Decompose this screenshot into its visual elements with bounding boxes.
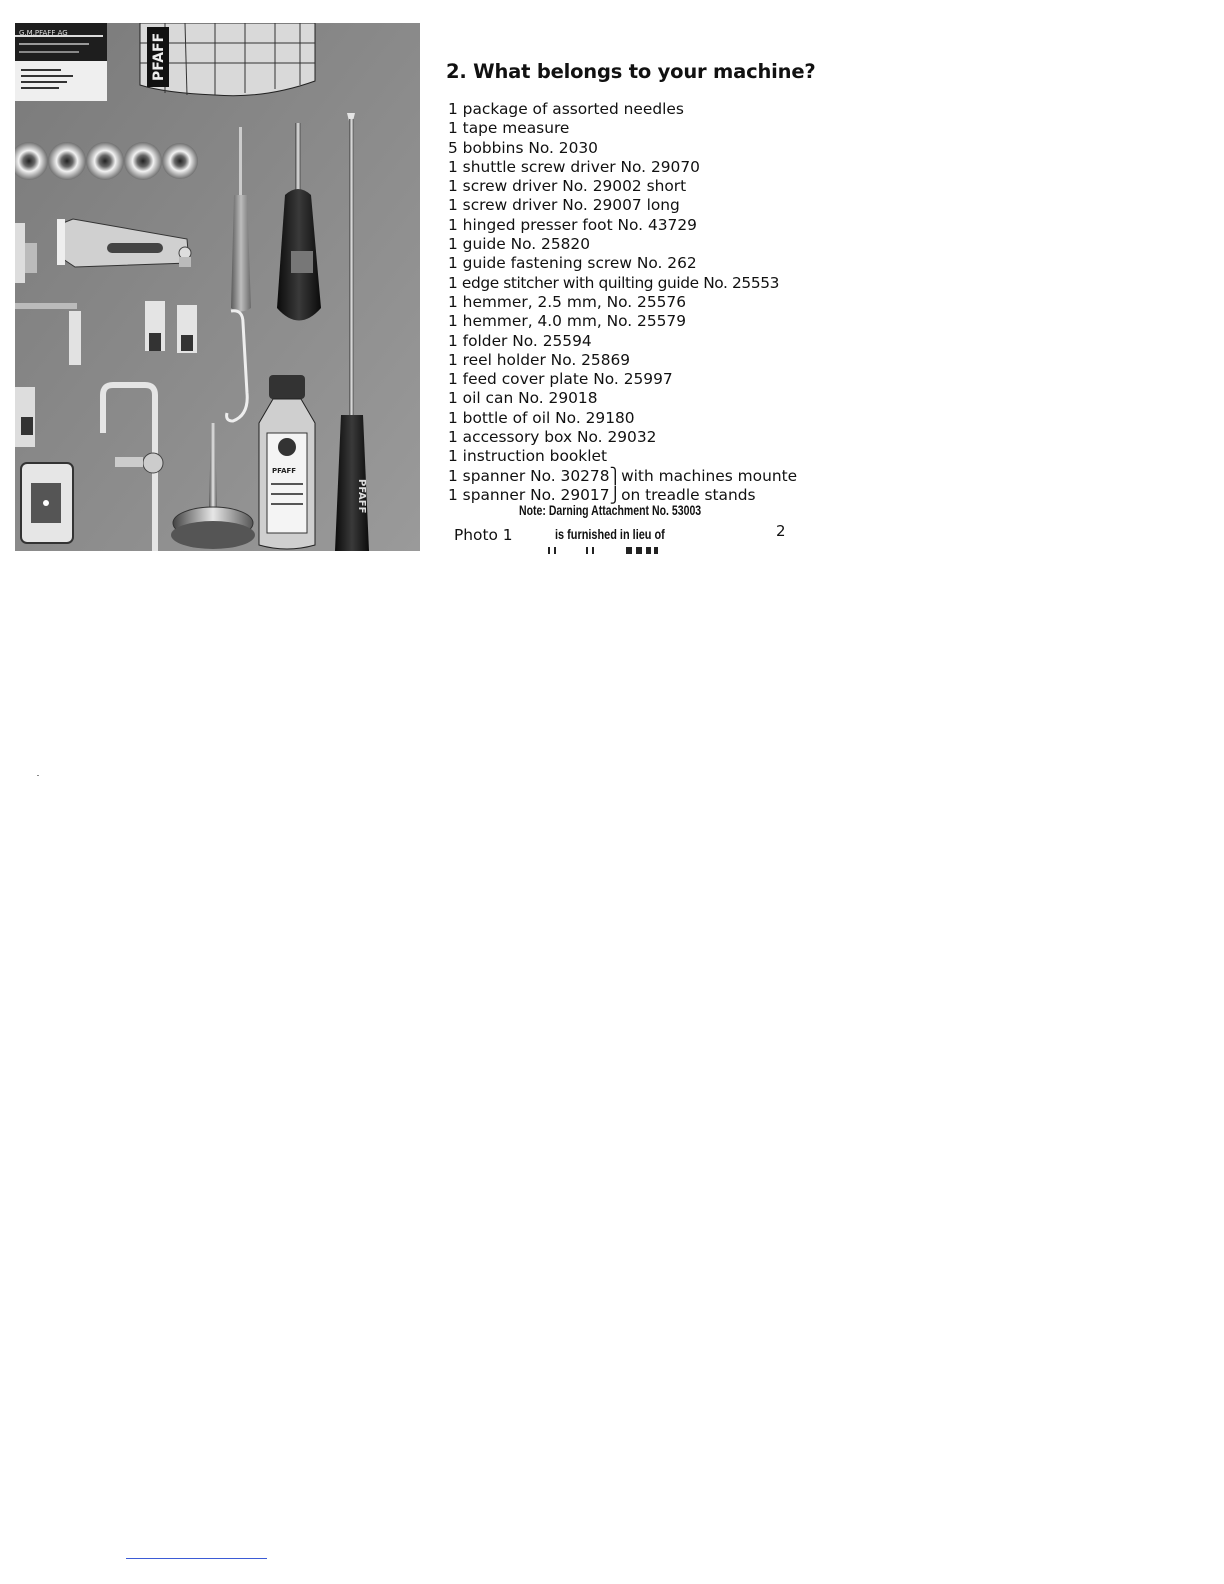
spanner-second: 1 spanner No. 29017 (448, 485, 610, 504)
screwdriver-brand-text: PFAFF (356, 479, 367, 514)
list-item: 1 hemmer, 4.0 mm, No. 25579 (448, 312, 687, 331)
brace-bottom: ⎭ (609, 485, 622, 504)
needle-package (15, 23, 107, 101)
spanner-note-second: on treadle stands (621, 485, 756, 504)
list-item: 1 feed cover plate No. 25997 (448, 370, 673, 389)
brace-top: ⎫ (609, 466, 622, 485)
list-item: 1 reel holder No. 25869 (448, 350, 631, 369)
oil-label-text: PFAFF (272, 467, 297, 475)
cut-off-text-fragment (548, 547, 666, 554)
list-item: 1 screw driver No. 29002 short (448, 177, 687, 196)
footer-rule (126, 1558, 267, 1559)
spanner-note-first: with machines mounte (621, 466, 798, 485)
spanner-item (448, 467, 797, 486)
list-item: 5 bobbins No. 2030 (448, 138, 598, 157)
list-item: 1 guide fastening screw No. 262 (448, 254, 697, 273)
list-item: 1 hinged presser foot No. 43729 (448, 215, 697, 234)
section-heading: 2. What belongs to your machine? (446, 60, 816, 83)
needle-package-text: G.M.PFAFF AG (19, 29, 68, 37)
list-item: 1 folder No. 25594 (448, 331, 592, 350)
list-item: 1 tape measure (448, 119, 570, 138)
list-item: 1 hemmer, 2.5 mm, No. 25576 (448, 292, 687, 311)
bobbins (15, 142, 198, 180)
list-item: 1 accessory box No. 29032 (448, 428, 657, 447)
scan-speck (37, 775, 39, 776)
page-number: 2 (776, 522, 786, 540)
accessories-illustration (15, 23, 420, 551)
accessory-list (448, 100, 797, 505)
note-text: Note: Darning Attachment No. 53003 (519, 503, 702, 518)
list-item: 1 package of assorted needles (448, 100, 684, 118)
feed-cover-plate (21, 463, 73, 543)
furnished-text: is furnished in lieu of (555, 526, 665, 542)
tape-brand-text: PFAFF (151, 32, 167, 81)
list-item: 1 bottle of oil No. 29180 (448, 408, 635, 427)
accessories-photo (15, 23, 420, 551)
photo-caption: Photo 1 (454, 526, 513, 544)
list-item: 1 shuttle screw driver No. 29070 (448, 157, 700, 176)
list-item: 1 oil can No. 29018 (448, 389, 598, 408)
tape-measure (140, 23, 315, 96)
list-item: 1 guide No. 25820 (448, 235, 591, 254)
spanner-first: 1 spanner No. 30278 (448, 466, 610, 485)
list-item: 1 screw driver No. 29007 long (448, 196, 680, 215)
list-item: 1 edge stitcher with quilting guide No. 25553 (448, 273, 780, 292)
guide-fastening-screw (179, 247, 191, 267)
list-item: 1 instruction booklet (448, 447, 607, 466)
